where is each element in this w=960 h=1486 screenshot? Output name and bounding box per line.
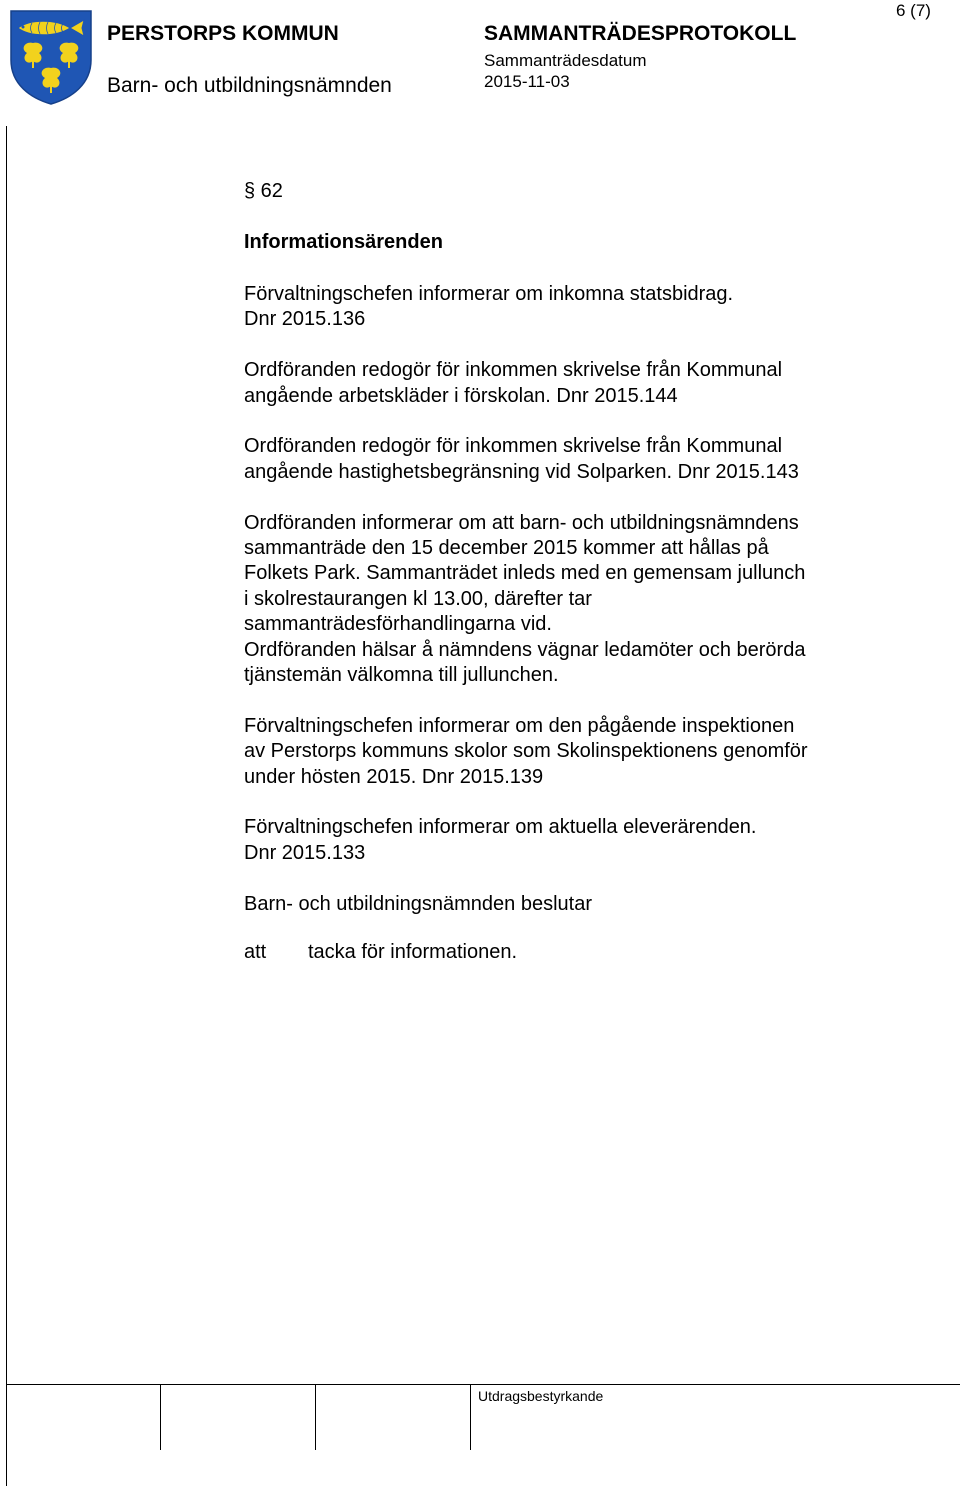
signature-box-divider: [160, 1384, 161, 1450]
section-title: Informationsärenden: [244, 231, 443, 253]
signature-box-divider: [470, 1384, 471, 1450]
document-type: SAMMANTRÄDESPROTOKOLL: [484, 22, 797, 45]
page-number: 6 (7): [896, 1, 931, 20]
signature-box-divider: [315, 1384, 316, 1450]
section-number: § 62: [244, 180, 283, 202]
certification-label: Utdragsbestyrkande: [478, 1388, 604, 1404]
committee-name: Barn- och utbildningsnämnden: [107, 74, 392, 97]
meeting-date: 2015-11-03: [484, 72, 570, 91]
organization-name: PERSTORPS KOMMUN: [107, 22, 339, 45]
municipal-crest-logo: [8, 8, 94, 106]
paragraph: Ordföranden redogör för inkommen skrivelse från Kommunal angående arbetskläder i förskolan. Dnr 2015.144: [244, 359, 783, 407]
paragraph: Förvaltningschefen informerar om den pågående inspektionen av Perstorps kommuns skolor som Skolinspektionens genomför under hösten 2015. Dnr 2015.139: [244, 714, 808, 788]
paragraph: Ordföranden redogör för inkommen skrivelse från Kommunal angående hastighetsbegränsning vid Solparken. Dnr 2015.143: [244, 435, 799, 483]
decision-text: tacka för informationen.: [308, 941, 517, 963]
decision-intro: Barn- och utbildningsnämnden beslutar: [244, 892, 592, 915]
margin-rule: [6, 126, 7, 1486]
section-body: [244, 282, 904, 942]
paragraph: Förvaltningschefen informerar om inkomna statsbidrag. Dnr 2015.136: [244, 283, 734, 331]
decision: [244, 941, 517, 964]
meeting-date-label: Sammanträdesdatum: [484, 51, 647, 70]
paragraph: Ordföranden informerar om att barn- och utbildningsnämndens sammanträde den 15 december 2015 kommer att hållas på Folkets Park. Sammanträdet inleds med en gemensam jullunch i skolrestaurangen kl 13.00, därefter tar sammanträdesförhandlingarna vid. Ordföranden hälsar å nämndens vägnar ledamöter och berörda tjänstemän välkomna till jullunchen.: [244, 511, 806, 687]
footer-rule: [6, 1384, 960, 1385]
decision-att: att: [244, 941, 267, 963]
paragraph: Förvaltningschefen informerar om aktuella eleverärenden. Dnr 2015.133: [244, 816, 757, 864]
